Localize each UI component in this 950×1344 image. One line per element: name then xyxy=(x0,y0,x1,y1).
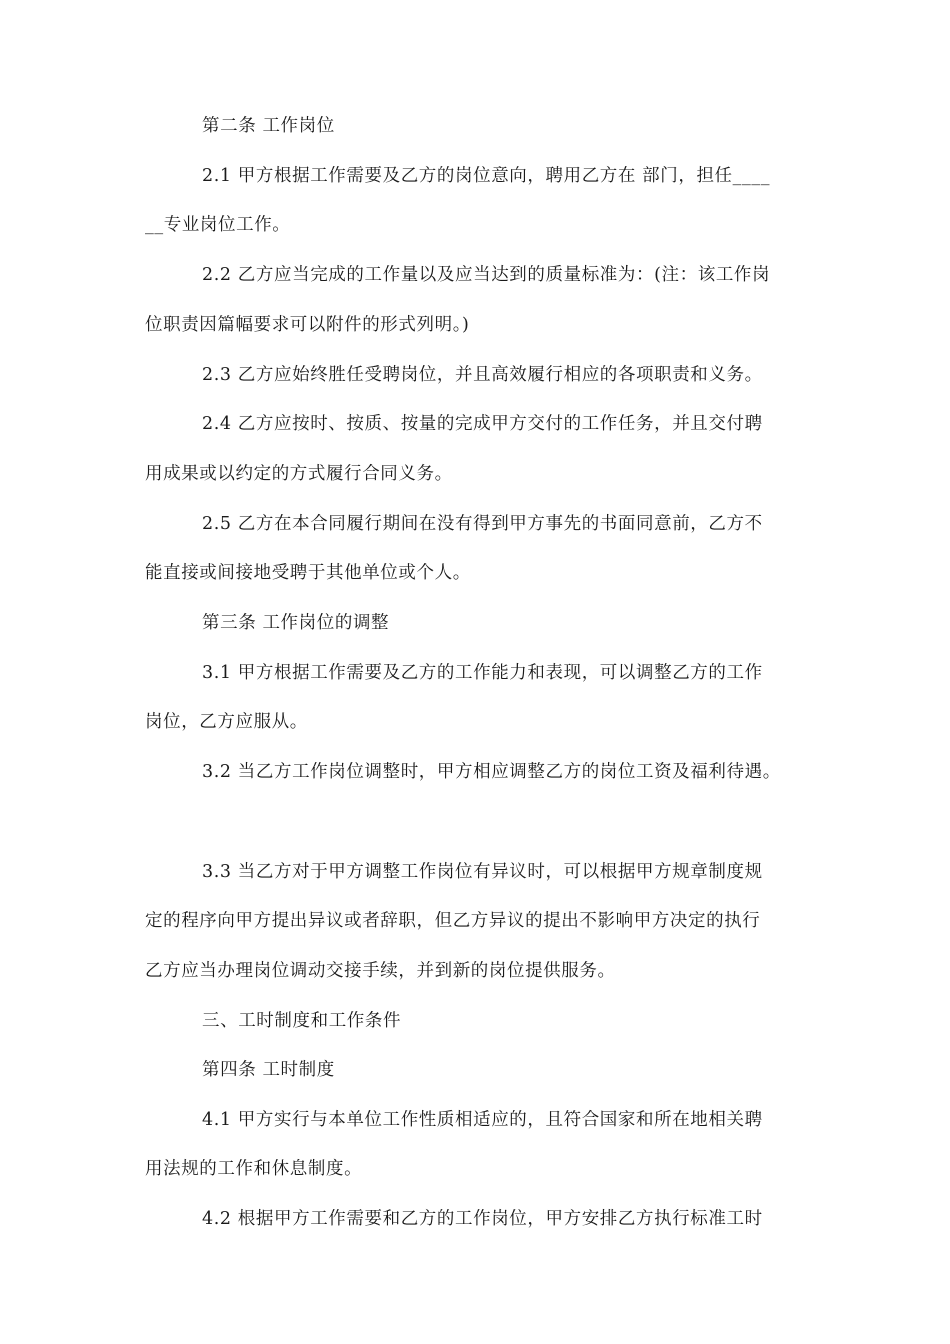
clause-3-3-line-1: 3.3 当乙方对于甲方调整工作岗位有异议时，可以根据甲方规章制度规 xyxy=(202,862,763,882)
clause-2-1-line-1: 2.1 甲方根据工作需要及乙方的岗位意向，聘用乙方在 部门，担任____ xyxy=(202,166,771,186)
clause-3-3-line-3: 乙方应当办理岗位调动交接手续，并到新的岗位提供服务。 xyxy=(145,961,616,981)
clause-4-1-line-1: 4.1 甲方实行与本单位工作性质相适应的，且符合国家和所在地相关聘 xyxy=(202,1110,763,1130)
clause-2-2-line-2: 位职责因篇幅要求可以附件的形式列明。) xyxy=(145,315,470,335)
article-4-heading: 第四条 工时制度 xyxy=(202,1060,335,1080)
clause-3-2: 3.2 当乙方工作岗位调整时，甲方相应调整乙方的岗位工资及福利待遇。 xyxy=(202,762,781,782)
clause-4-1-line-2: 用法规的工作和休息制度。 xyxy=(145,1159,363,1179)
clause-2-3: 2.3 乙方应始终胜任受聘岗位，并且高效履行相应的各项职责和义务。 xyxy=(202,365,763,385)
clause-3-1-line-1: 3.1 甲方根据工作需要及乙方的工作能力和表现，可以调整乙方的工作 xyxy=(202,663,763,683)
section-3-heading: 三、工时制度和工作条件 xyxy=(202,1011,402,1031)
clause-3-1-line-2: 岗位，乙方应服从。 xyxy=(145,712,308,732)
clause-2-5-line-2: 能直接或间接地受聘于其他单位或个人。 xyxy=(145,563,471,583)
article-3-heading: 第三条 工作岗位的调整 xyxy=(202,613,390,633)
clause-3-3-line-2: 定的程序向甲方提出异议或者辞职，但乙方异议的提出不影响甲方决定的执行 xyxy=(145,911,761,931)
clause-2-4-line-2: 用成果或以约定的方式履行合同义务。 xyxy=(145,464,453,484)
clause-2-1-line-2: __专业岗位工作。 xyxy=(145,215,291,235)
clause-2-4-line-1: 2.4 乙方应按时、按质、按量的完成甲方交付的工作任务，并且交付聘 xyxy=(202,414,763,434)
clause-4-2-line-1: 4.2 根据甲方工作需要和乙方的工作岗位，甲方安排乙方执行标准工时 xyxy=(202,1209,763,1229)
clause-2-2-line-1: 2.2 乙方应当完成的工作量以及应当达到的质量标准为：(注：该工作岗 xyxy=(202,265,771,285)
clause-2-5-line-1: 2.5 乙方在本合同履行期间在没有得到甲方事先的书面同意前，乙方不 xyxy=(202,514,763,534)
article-2-heading: 第二条 工作岗位 xyxy=(202,116,335,136)
